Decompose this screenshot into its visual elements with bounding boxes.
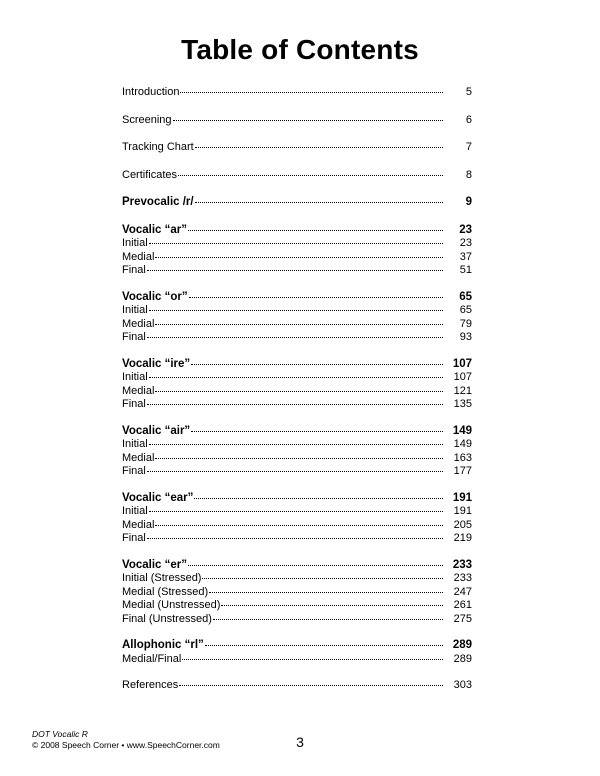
toc-entry-page: 149 [453, 438, 472, 450]
toc-entry-label: Initial [122, 505, 148, 517]
toc-entry-prevocalic[interactable] [122, 196, 472, 210]
toc-subentry[interactable] [122, 505, 472, 519]
toc-entry-page: 9 [465, 196, 472, 208]
toc-entry-page: 6 [465, 113, 472, 126]
toc-entry-page: 79 [459, 317, 472, 330]
toc-entry-page: 65 [459, 304, 472, 316]
dot-leader [149, 511, 443, 512]
toc-entry-label: Screening [122, 113, 172, 126]
dot-leader [155, 525, 443, 526]
toc-section-heading[interactable] [122, 559, 472, 573]
dot-leader [149, 310, 443, 311]
toc-entry-page: 23 [459, 223, 472, 236]
toc-entry-page: 219 [453, 532, 472, 544]
toc-section-heading[interactable] [122, 224, 472, 238]
dot-leader [149, 444, 443, 445]
toc-section-heading[interactable] [122, 425, 472, 439]
dot-leader [191, 431, 443, 432]
dot-leader [155, 391, 443, 392]
toc-entry-page: 93 [459, 331, 472, 343]
dot-leader [195, 147, 443, 148]
toc-entry-page: 37 [459, 250, 472, 263]
toc-entry-label: Vocalic “er” [122, 558, 187, 571]
toc-entry-label: Final (Unstressed) [122, 612, 212, 625]
toc-entry-page: 275 [453, 612, 472, 625]
toc-entry-page: 107 [453, 371, 472, 383]
toc-entry-label: Initial [122, 304, 148, 316]
table-of-contents [122, 86, 472, 693]
toc-entry-label: Medial/Final [122, 652, 182, 665]
toc-subentry[interactable] [122, 264, 472, 278]
toc-subentry[interactable] [122, 304, 472, 318]
toc-section-heading[interactable] [122, 492, 472, 506]
toc-entry-page: 7 [465, 141, 472, 153]
toc-entry-certificates[interactable] [122, 169, 472, 183]
toc-entry-page: 289 [453, 652, 472, 665]
toc-subentry[interactable] [122, 385, 472, 399]
toc-entry-page: 289 [452, 639, 472, 651]
toc-subentry[interactable] [122, 653, 472, 667]
toc-entry-page: 135 [453, 398, 472, 410]
toc-entry-label: Medial [122, 518, 155, 531]
toc-subentry[interactable] [122, 572, 472, 586]
dot-leader [213, 619, 443, 620]
toc-entry-page: 65 [459, 290, 472, 303]
dot-leader [147, 538, 443, 539]
toc-subentry[interactable] [122, 465, 472, 479]
dot-leader [147, 471, 443, 472]
toc-entry-page: 51 [459, 264, 472, 276]
dot-leader [205, 645, 443, 646]
dot-leader [155, 458, 443, 459]
toc-subentry[interactable] [122, 438, 472, 452]
toc-entry-label: Final [122, 532, 146, 544]
toc-entry-label: Initial [122, 438, 148, 450]
toc-entry-screening[interactable] [122, 114, 472, 128]
dot-leader [194, 498, 443, 499]
toc-entry-page: 233 [453, 572, 472, 584]
toc-entry-label: Introduction [122, 86, 180, 98]
toc-entry-label: Vocalic “ar” [122, 223, 187, 236]
toc-entry-page: 247 [453, 585, 472, 598]
toc-section-heading[interactable] [122, 291, 472, 305]
toc-entry-label: Allophonic “rl” [122, 639, 204, 651]
toc-sections [122, 224, 472, 680]
toc-entry-page: 121 [453, 384, 472, 397]
toc-entry-label: Vocalic “ire” [122, 357, 191, 370]
toc-entry-label: Initial [122, 371, 148, 383]
dot-leader [188, 230, 443, 231]
dot-leader [149, 243, 443, 244]
toc-entry-page: 191 [453, 505, 472, 517]
dot-leader [147, 404, 443, 405]
toc-subentry[interactable] [122, 613, 472, 627]
dot-leader [191, 364, 443, 365]
toc-entry-label: Initial (Stressed) [122, 572, 202, 584]
page-number: 3 [296, 734, 304, 750]
toc-entry-page: 23 [459, 237, 472, 249]
dot-leader [173, 120, 443, 121]
toc-entry-label: Medial [122, 250, 155, 263]
toc-entry-tracking-chart[interactable] [122, 141, 472, 155]
dot-leader [182, 659, 443, 660]
dot-leader [147, 337, 443, 338]
toc-entry-page: 233 [452, 558, 472, 571]
dot-leader [189, 297, 443, 298]
toc-entry-page: 8 [465, 168, 472, 181]
page-title: Table of Contents [181, 34, 419, 65]
toc-entry-label: Medial [122, 451, 155, 464]
toc-entry-label: Final [122, 398, 146, 410]
footer-book-title: DOT Vocalic R [32, 729, 88, 739]
toc-entry-page: 107 [452, 357, 472, 370]
toc-entry-label: Final [122, 264, 146, 276]
toc-entry-introduction[interactable] [122, 86, 472, 100]
dot-leader [179, 685, 443, 686]
toc-section-heading[interactable] [122, 358, 472, 372]
toc-section-heading[interactable] [122, 639, 472, 653]
toc-entry-page: 303 [453, 679, 472, 691]
toc-entry-label: Certificates [122, 168, 178, 181]
toc-entry-references[interactable] [122, 679, 472, 693]
toc-subentry[interactable] [122, 519, 472, 533]
dot-leader [195, 202, 443, 203]
toc-entry-label: Medial [122, 317, 155, 330]
toc-entry-label: References [122, 679, 179, 691]
toc-entry-label: Initial [122, 237, 148, 249]
dot-leader [202, 578, 443, 579]
toc-subentry[interactable] [122, 452, 472, 466]
dot-leader [178, 175, 443, 176]
toc-subentry[interactable] [122, 398, 472, 412]
toc-entry-label: Vocalic “air” [122, 424, 191, 437]
toc-entry-label: Final [122, 331, 146, 343]
dot-leader [149, 377, 443, 378]
toc-subentry[interactable] [122, 251, 472, 265]
toc-entry-page: 205 [453, 518, 472, 531]
toc-subentry[interactable] [122, 586, 472, 600]
toc-subentry[interactable] [122, 237, 472, 251]
toc-entry-label: Final [122, 465, 146, 477]
toc-entry-label: Vocalic “or” [122, 290, 188, 303]
toc-entry-label: Tracking Chart [122, 141, 194, 153]
toc-subentry[interactable] [122, 318, 472, 332]
dot-leader [155, 257, 443, 258]
toc-subentry[interactable] [122, 532, 472, 546]
toc-entry-label: Medial (Stressed) [122, 585, 209, 598]
toc-subentry[interactable] [122, 599, 472, 613]
toc-entry-page: 163 [453, 451, 472, 464]
toc-entry-label: Medial [122, 384, 155, 397]
dot-leader [209, 592, 443, 593]
dot-leader [155, 324, 443, 325]
toc-subentry[interactable] [122, 371, 472, 385]
toc-subentry[interactable] [122, 331, 472, 345]
toc-entry-label: Medial (Unstressed) [122, 599, 221, 611]
dot-leader [221, 605, 443, 606]
toc-entry-page: 149 [452, 424, 472, 437]
toc-entry-page: 261 [453, 599, 472, 611]
toc-entry-label: Prevocalic /r/ [122, 196, 194, 208]
toc-entry-page: 177 [453, 465, 472, 477]
dot-leader [188, 565, 443, 566]
dot-leader [147, 270, 443, 271]
dot-leader [180, 92, 443, 93]
toc-entry-label: Vocalic “ear” [122, 491, 194, 504]
toc-entry-page: 191 [452, 491, 472, 504]
footer-copyright: © 2008 Speech Corner • www.SpeechCorner.com [32, 740, 220, 750]
toc-entry-page: 5 [465, 86, 472, 98]
